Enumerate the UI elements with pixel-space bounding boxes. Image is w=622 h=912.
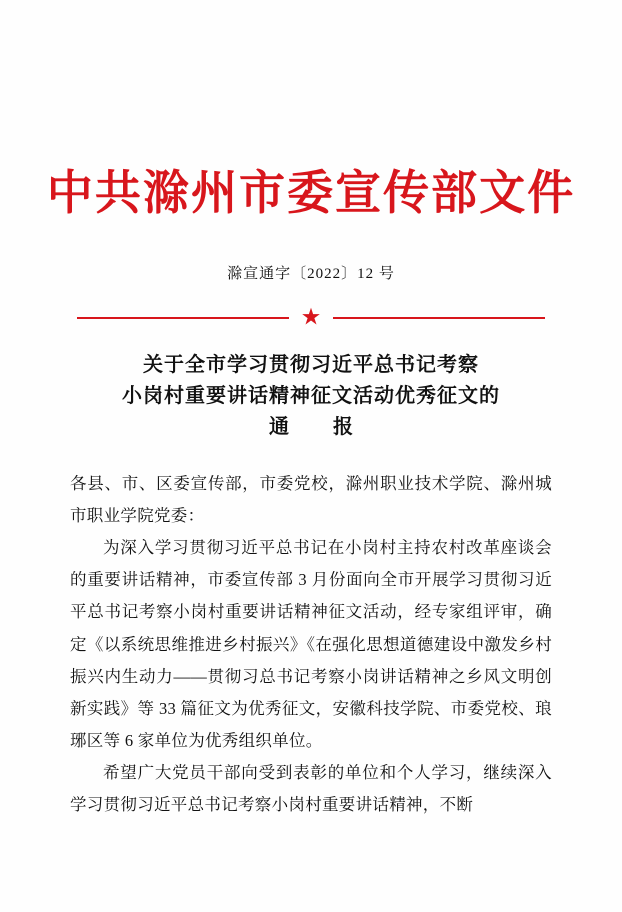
body-paragraph-1: 为深入学习贯彻习近平总书记在小岗村主持农村改革座谈会的重要讲话精神，市委宣传部 3 月份面向全市开展学习贯彻习近平总书记考察小岗村重要讲话精神征文活动，经专家组评审，确定《以系统思维推进乡村振兴》《在强化思想道德建设中激发乡村振兴内生动力——贯彻习总书记考察小岗讲话精神之乡风文明创新实践》等 33 篇征文为优秀征文，安徽科技学院、市委党校、琅琊区等 6 家单位为优秀组织单位。 [70,538,552,751]
subject-line-1: 关于全市学习贯彻习近平总书记考察 [143,351,479,376]
document-header [0,0,622,220]
subject-line-2: 小岗村重要讲话精神征文活动优秀征文的 [122,382,500,407]
star-icon: ★ [301,306,321,328]
document-body [70,468,552,822]
rule-line-right [333,317,545,320]
red-separator-rule [77,306,545,328]
document-number: 滁宣通字〔2022〕12 号 [227,265,395,282]
rule-line-left [77,317,289,320]
page-title: 中共滁州市委宣传部文件 [46,166,576,221]
document-subject [0,349,622,442]
body-paragraph-salutation: 各县、市、区委宣传部，市委党校，滁州职业技术学院、滁州城市职业学院党委： [70,473,552,525]
body-paragraph-2: 希望广大党员干部向受到表彰的单位和个人学习，继续深入学习贯彻习近平总书记考察小岗村重要讲话精神，不断 [70,763,552,815]
subject-line-3: 通 报 [269,413,365,438]
